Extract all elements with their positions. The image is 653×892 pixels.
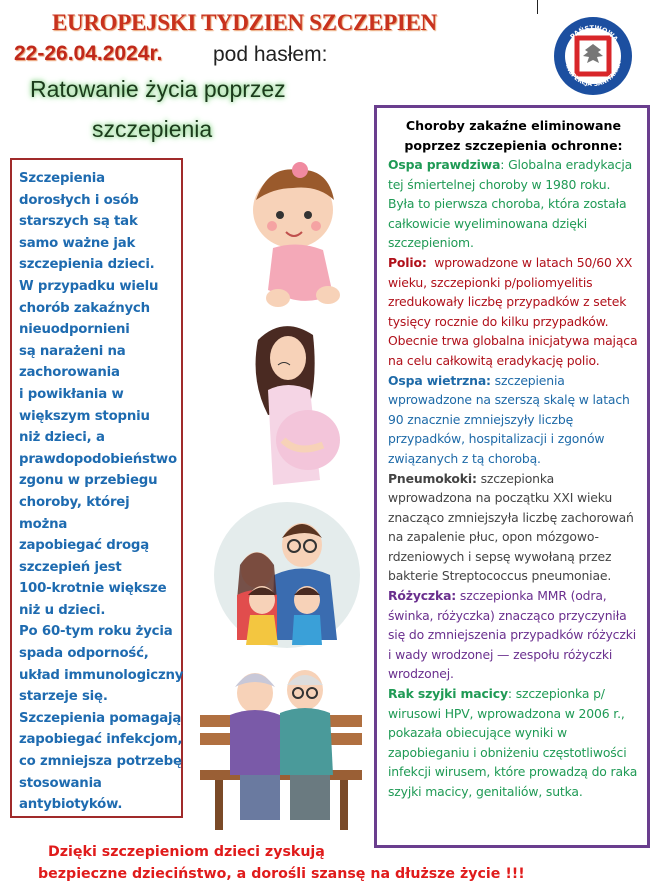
disease-entry [388, 371, 639, 469]
left-box-line: samo ważne jak [19, 235, 136, 251]
sanitary-inspection-logo [553, 16, 633, 96]
disease-entry [388, 469, 639, 587]
disease-entry [388, 586, 639, 684]
divider [537, 0, 538, 14]
left-box-line: Szczepienia [19, 171, 105, 186]
left-box-line: Po 60-tym roku życia [19, 624, 173, 640]
left-box-line: są narażeni na [19, 343, 126, 359]
disease-description: wprowadzone w latach 50/60 XX wieku, szczepionki p/poliomyelitis zredukowały liczbę przypadków z setek tysięcy rocznie do kilku przypadków. Obecnie trwa globalna inicjatywa mająca na celu całkowitą eradykację polio. [388, 254, 638, 368]
adults-vaccination-box [10, 158, 183, 818]
left-box-line: nieuodpornieni [19, 322, 130, 338]
left-box-line: spada odporność, [19, 646, 149, 662]
left-box-line: można [19, 516, 68, 532]
left-box-line: zapobiegać infekcjom, [19, 732, 183, 748]
disease-name: Różyczka: [388, 588, 457, 604]
footer-line-1: Dzięki szczepieniom dzieci zyskują [48, 844, 325, 860]
left-box-line: dorosłych i osób [19, 192, 139, 208]
slogan-line-2: szczepienia [92, 116, 213, 142]
disease-name: Rak szyjki macicy [388, 686, 508, 702]
left-box-line: chorób zakaźnych [19, 300, 150, 316]
disease-entry [388, 253, 639, 371]
left-box-line: zgonu w przebiegu [19, 473, 158, 489]
pregnant-woman-illustration [238, 320, 353, 490]
elderly-couple-illustration [195, 655, 367, 835]
disease-entry [388, 155, 639, 253]
disease-description: Globalna eradykacja tej śmiertelnej choroby w 1980 roku. Była to pierwsza choroba, która została całkowicie wyeliminowana dzięki szczepieniom. [388, 157, 633, 251]
left-box-line: szczepienia dzieci. [19, 257, 155, 273]
left-box-line: i powikłania w [19, 386, 124, 402]
diseases-heading: Choroby zakaźne eliminowane poprzez szczepienia ochronne: [404, 118, 623, 153]
footer-line-2: bezpieczne dzieciństwo, a dorośli szansę na dłuższe życie !!! [38, 866, 525, 882]
left-box-line: starszych są tak [19, 214, 138, 230]
disease-name: Ospa wietrzna: [388, 372, 491, 388]
disease-name: Polio: [388, 254, 427, 270]
left-box-line: starzeje się. [19, 689, 108, 705]
slogan-line-1: Ratowanie życia poprzez [30, 76, 286, 102]
poster-title: EUROPEJSKI TYDZIEN SZCZEPIEN [52, 10, 437, 35]
left-box-line: 100-krotnie większe [19, 581, 167, 597]
event-date: 22-26.04.2024r. [14, 42, 163, 65]
diseases-box [374, 105, 650, 848]
disease-entry [388, 684, 639, 802]
disease-name: Pneumokoki: [388, 470, 477, 486]
left-box-line: Szczepienia pomagają [19, 710, 182, 726]
disease-description: szczepionka MMR (odra, świnka, różyczka) znacząco przyczyniła się do zmniejszenia przypadków różyczki i wady wrodzonej — zespołu różyczki wrodzonej. [388, 588, 637, 682]
disease-separator: : [500, 157, 509, 172]
left-box-line: układ immunologiczny [19, 667, 184, 683]
svg-text:PAŃSTWOWA: PAŃSTWOWA [568, 23, 620, 44]
left-box-line: niż u dzieci. [19, 602, 106, 618]
family-illustration [212, 500, 362, 650]
disease-name: Ospa prawdziwa [388, 157, 501, 172]
left-box-line: większym stopniu [19, 408, 150, 424]
left-box-line: stosowania [19, 775, 102, 791]
svg-text:INSPEKCJA SANITARNA: INSPEKCJA SANITARNA [563, 60, 623, 89]
disease-separator: : [507, 686, 516, 702]
left-box-line: choroby, której [19, 494, 130, 510]
left-box-line: zachorowania [19, 365, 120, 381]
left-box-line: antybiotyków. [19, 797, 123, 813]
slogan-intro: pod hasłem: [213, 43, 328, 66]
left-box-line: niż dzieci, a [19, 430, 105, 446]
left-box-line: zapobiegać drogą [19, 538, 149, 554]
left-box-line: szczepień jest [19, 559, 122, 575]
disease-description: szczepienia wprowadzone na szerszą skalę w latach 90 znacznie zmniejszyły liczbę przypadków, hospitalizacji i zgonów związanych z tą chorobą. [388, 372, 630, 466]
baby-illustration [248, 160, 348, 310]
disease-description: szczepionka wprowadzona na początku XXI wieku znacząco zmniejszyła liczbę zachorowań na zapalenie płuc, opon mózgowo-rdzeniowych i sepsę wywołaną przez bakterie Streptococcus pneumoniae. [388, 470, 634, 584]
left-box-line: W przypadku wielu [19, 278, 159, 294]
left-box-line: co zmniejsza potrzebę [19, 754, 182, 770]
left-box-line: prawdopodobieństwo [19, 451, 177, 467]
disease-description: szczepionka p/ wirusowi HPV, wprowadzona w 2006 r., pokazała obiecujące wyniki w zapobieganiu i obniżeniu częstotliwości infekcji wirusem, które prowadzą do raka szyjki macicy, genitaliów, sutka. [388, 686, 638, 799]
